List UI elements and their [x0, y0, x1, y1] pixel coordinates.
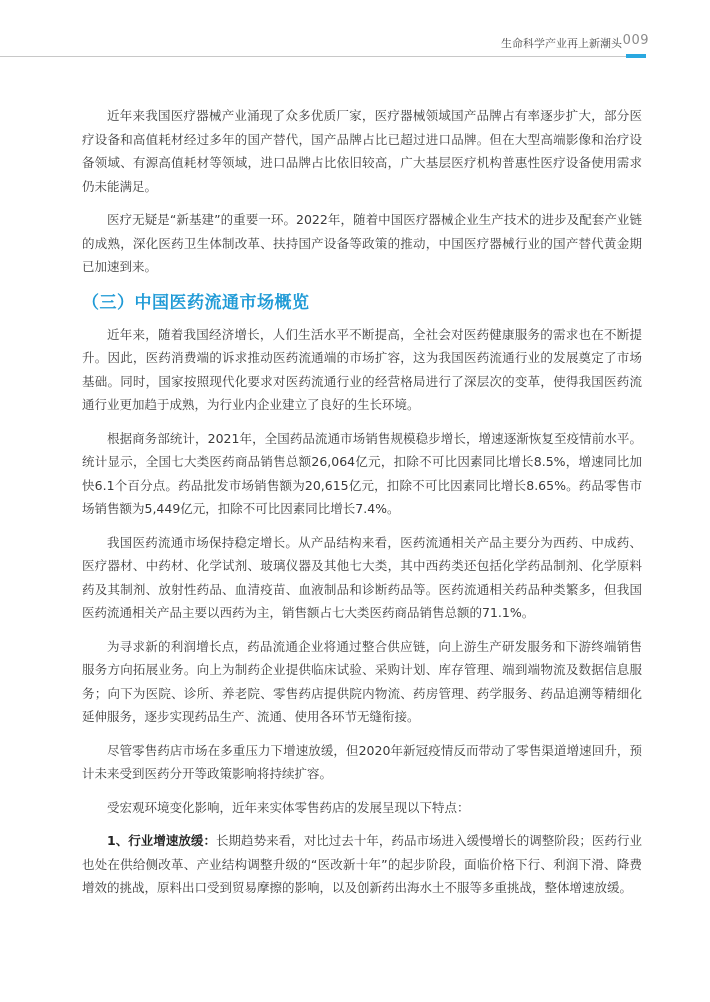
paragraph: 根据商务部统计，2021年，全国药品流通市场销售规模稳步增长，增速逐渐恢复至疫情前水平。统计显示，全国七大类医药商品销售总额26,064亿元，扣除不可比因素同比增长8.5%，增速同比加快6.1个百分点。药品批发市场销售额为20,615亿元，扣除不可比因素同比增长8.65%。药品零售市场销售额为5,449亿元，扣除不可比因素同比增长7.4%。 — [82, 430, 642, 516]
feature-text: 长期趋势来看，对比过去十年，药品市场进入缓慢增长的调整阶段；医药行业也处在供给侧改革、产业结构调整升级的“医改新十年”的起步阶段，面临价格下行、利润下滑、降费增效的挑战，原料出口受到贸易摩擦的影响，以及创新药出海水土不服等多重挑战，整体增速放缓。 — [82, 833, 642, 895]
feature-paragraph — [82, 829, 642, 900]
header-accent-bar — [626, 54, 646, 58]
feature-label: 1、行业增速放缓： — [107, 833, 216, 848]
paragraph: 近年来我国医疗器械产业涌现了众多优质厂家，医疗器械领域国产品牌占有率逐步扩大，部分医疗设备和高值耗材经过多年的国产替代，国产品牌占比已超过进口品牌。但在大型高端影像和治疗设备领域、有源高值耗材等领域，进口品牌占比依旧较高，广大基层医疗机构普惠性医疗设备使用需求仍未能满足。 — [82, 108, 642, 194]
page-header — [0, 32, 710, 62]
paragraph: 为寻求新的利润增长点，药品流通企业将通过整合供应链，向上游生产研发服务和下游终端销售服务方向拓展业务。向上为制药企业提供临床试验、采购计划、库存管理、端到端物流及数据信息服务；向下为医院、诊所、养老院、零售药店提供院内物流、药房管理、药学服务、药品追溯等精细化延伸服务，逐步实现药品生产、流通、使用各环节无缝衔接。 — [82, 638, 642, 724]
paragraph: 医疗无疑是“新基建”的重要一环。2022年，随着中国医疗器械企业生产技术的进步及配套产业链的成熟，深化医药卫生体制改革、扶持国产设备等政策的推动，中国医疗器械行业的国产替代黄金期已加速到来。 — [82, 212, 642, 274]
paragraph: 受宏观环境变化影响，近年来实体零售药店的发展呈现以下特点： — [107, 799, 470, 815]
paragraph: 我国医药流通市场保持稳定增长。从产品结构来看，医药流通相关产品主要分为西药、中成药、医疗器材、中药材、化学试剂、玻璃仪器及其他七大类，其中西药类还包括化学药品制剂、化学原料药及其制剂、放射性药品、血清疫苗、血液制品和诊断药品等。医药流通相关药品种类繁多，但我国医药流通相关产品主要以西药为主，销售额占七大类医药商品销售总额的71.1%。 — [82, 534, 642, 620]
paragraph: 近年来，随着我国经济增长，人们生活水平不断提高，全社会对医药健康服务的需求也在不断提升。因此，医药消费端的诉求推动医药流通端的市场扩容，这为我国医药流通行业的发展奠定了市场基础。同时，国家按照现代化要求对医药流通行业的经营格局进行了深层次的变革，使得我国医药流通行业更加趋于成熟，为行业内企业建立了良好的生长环境。 — [82, 326, 642, 412]
header-divider — [0, 56, 640, 57]
paragraph: 尽管零售药店市场在多重压力下增速放缓，但2020年新冠疫情反而带动了零售渠道增速回升，预计未来受到医药分开等政策影响将持续扩容。 — [82, 742, 642, 781]
article-body — [82, 104, 642, 910]
section-heading: （三）中国医药流通市场概览 — [82, 292, 310, 313]
page-number: 009 — [622, 33, 649, 48]
running-title: 生命科学产业再上新潮头 — [501, 37, 622, 50]
